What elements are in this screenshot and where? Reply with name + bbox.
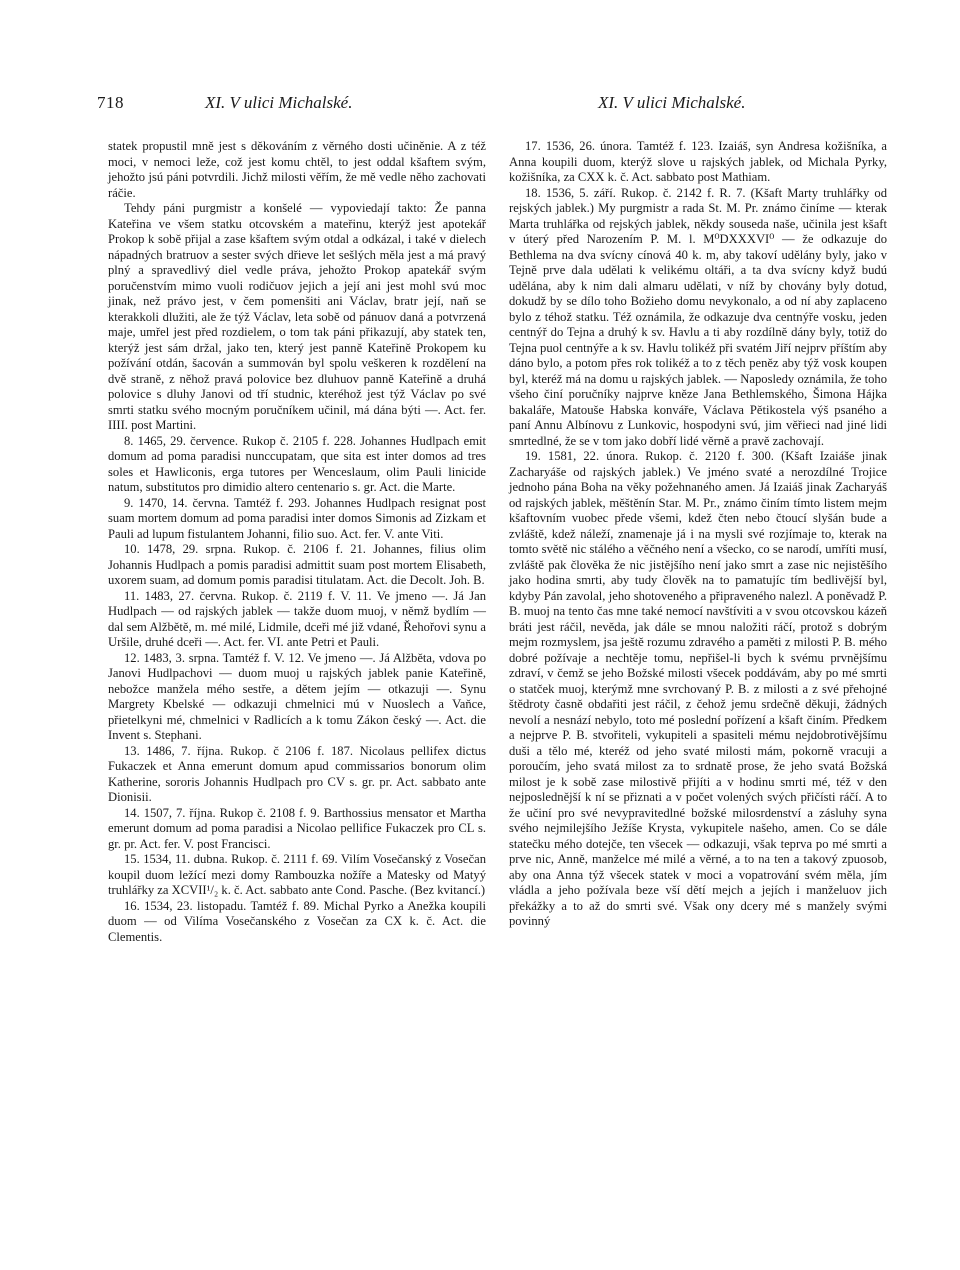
paragraph: statek propustil mně jest s děkováním z věrného dosti učiněnie. A z též moci, v nemoci leže, což jest komu chtěl, to jest oddal kšaftem svým, jehožto jsú páni potvrdili. Jichž milosti věřím, že mě vedle něho zachovati ráčie. (108, 139, 486, 200)
record-entry-17: 17. 1536, 26. února. Tamtéž f. 123. Izaiáš, syn Andresa kožišníka, a Anna koupili duom, kterýž slove u rajských jablek, od Michala Pyrky, kožišníka, za CXX k. č. Act. sabbato post Mathiam. (509, 139, 887, 184)
record-entry-15: 15. 1534, 11. dubna. Rukop. č. 2111 f. 69. Vilím Vosečanský z Vosečan koupil duom ležící mezi domy Rambouzka nožíře a Matesky od Matyý truhlářky za XCVII¹/₂ k. č. Act. sabbato ante Cond. Pasche. (Bez kvitancí.) (108, 852, 486, 897)
running-head-left: XI. V ulici Michalské. (205, 93, 353, 112)
record-entry-10: 10. 1478, 29. srpna. Rukop. č. 2106 f. 21. Johannes, filius olim Johannis Hudlpach a pomis paradisi admittit suam post mortem Elisabeth, uxorem suam, ad domum pomis paradisi titulatam. Act. die Decolt. Joh. B. (108, 542, 486, 587)
record-entry-16: 16. 1534, 23. listopadu. Tamtéž f. 89. Michal Pyrko a Anežka koupili duom — od Vilíma Vosečanského z Vosečan za CX k. č. Act. die Clementis. (108, 898, 486, 944)
paragraph: Tehdy páni purgmistr a konšelé — vypoviedají takto: Že panna Kateřina ve všem statku otcovském a mateřinu, kterýž jest apotekář Prokop k sobě přijal a zase kšaftem svým otdal a odkázal, i také v dielech nápadných bratruov a sester svých dřieve let sešlých měla jest a má pravý plný a spravedlivý diel vedle práva, jehožto Prokop apatekář svým poručenstvím mimo vuoli rodičuov jejich a její ani jest mohl svú moc jinak, než právo jest, v čem pomenšiti ani Václav, bratr její, naň se kterakkoli dlužiti, ale že týž Václav, leta sobě od pánuov daná a potvrzená maje, umřel jest před rozdielem, o tom tak páni přikazují, aby statek ten, kterýž jest sám držal, jako ten, který jest panně Kateřině Prokopem ku požívání otdán, šacován a summován byl spolu veškeren k rozdělení na dvě straně, z něhož pravá polovice bez dluhuov panně Kateřině a druhá polovice s dluhy Janovi od tří studnic, kteréhož jest týž Václav po své smrti statku svého mocným poručníkem učinil, má dána býti —. Act. fer. IIII. post Martini. (108, 201, 486, 432)
record-entry-12: 12. 1483, 3. srpna. Tamtéž f. V. 12. Ve jmeno —. Já Alžběta, vdova po Janovi Hudlpachovi — duom muoj u rajských jablek panie Kateřině, nebožce manžela mého sestře, a dětem jejím — otkazuji —. Synu Margrety Kbelské — odkazuji chmelnici mú v Nuoslech a Vaňce, přietelkyni mé, chmelnici v Radlicích a k tomu Zákon český —. Act. die Invent s. Stephani. (108, 650, 486, 742)
right-column (509, 139, 887, 930)
record-entry-19: 19. 1581, 22. února. Rukop. č. 2120 f. 300. (Kšaft Izaiáše jinak Zacharyáše od rajských jablek.) Ve jméno svaté a nerozdílné Trojice jednoho pána Boha na věky požehnaného amen. Já Izaiáš jinak Zacharyáš od rajských jablek, měštěnín Star. M. Pr., známo činím tímto listem mejm kšaftovním vuobec přede všemi, kdež čten nebo čtoucí slyšán bude a zvláště, kdež náleží, znamenaje já i na mysli své rozjímaje to, kterak na tomto světě nic stálého a věčného není a všecko, co se narodí, umříti musí, zvláště pak člověka že nic jistějšího není jako smrt a zase nic nejistěšího jako hodina smrti, aby tudy člověk na to pamatujíc tím bedlivější byl, kdyby Pán zavolal, jeho shotoveného a připraveného nalezl. A poněvadž P. B. muoj na tento čas mne také nemocí navštíviti a v svou otcovskou kázeň bráti jest ráčil, nevěda, jak dále se mnou naložiti ráčí, protož s dobrým mejm rozmyslem, jsa ještě rozumu zdravého a paměti z milosti P. B. mého dobré požívaje a nechtěje tomu, nepřišel-li bych k svému prvnějšímu zdraví, v čemž se jeho Božské milosti všecek poddávám, aby po mé smrti o statček muoj, kterýmž mne svrchovaný P. B. z milosti a z své přehojné štědroty časně obdařiti jest ráčil, z čehož jemu srdečně děkuji, žádných nevolí a nesnází nebylo, toto mé poslední pořízení a kšaft činím. Předkem a nejprve P. B. stvořiteli, vykupiteli a spasiteli mému nejdobrotivějšímu duši a tělo mé, kteréž od jeho svaté milosti mám, pokorně vracuji a poroučím, jeho svatá milost za to srdnatě prose, že jeho svatá Božská milost je k sobě zase milostivě přijíti a v hodinu smrti mé, též v den nejposlednější k ní se přiznati a v počet volených svých přičísti ráčí. A to že učiní pro své nevypravitedlné božské milosrdenství a zásluhy syna svého nejmilejšího Ježíše Krysta, vykupitele našeho, amen. Co se dále statečku mého dotejče, ten všecek — odkazuji, však teprva po mé smrti a prve nic, Anně, manželce mé milé a věrné, a to na ten a takový zpuosob, aby ona Anna týž všecek statek v moci a vopatrování svém měla, jím vládla a jeho požívala beze vší dětí mejch a jejích i manželuov jich překážky a to až do smrti své. Však ony dcery mé s manžely svými povinný (509, 449, 887, 928)
record-entry-13: 13. 1486, 7. října. Rukop. č 2106 f. 187. Nicolaus pellifex dictus Fukaczek et Anna emerunt domum apud commissarios bonorum olim Katherine, sororis Johannis Hudlpach pro CV s. gr. pr. Act. sabbato ante Dionisii. (108, 743, 486, 804)
left-column (108, 139, 486, 945)
record-entry-8: 8. 1465, 29. července. Rukop č. 2105 f. 228. Johannes Hudlpach emit domum ad poma paradisi nunccupatam, que sita est inter domos ad tres soles et Hawliconis, erga tutores per Wenceslaum, olim Pauli linicide natum, substitutos pro dimidio altero centenario s. gr. Act. die Marte. (108, 433, 486, 494)
record-entry-9: 9. 1470, 14. června. Tamtéž f. 293. Johannes Hudlpach resignat post suam mortem domum ad poma paradisi inter domos Simonis ad Zizkam et Pauli ad lupum fistulantem Johanni, filio suo. Act. fer. V. ante Viti. (108, 495, 486, 541)
page-number: 718 (97, 93, 124, 112)
record-entry-11: 11. 1483, 27. června. Rukop. č. 2119 f. V. 11. Ve jmeno —. Já Jan Hudlpach — od rajských jablek — takže duom muoj, v němž bydlím — dal sem Alžbětě, m. mé milé, Lidmile, dceři mé již vdané, Řehořovi synu a Uršile, druhé dceři —. Act. fer. VI. ante Petri et Pauli. (108, 588, 486, 649)
record-entry-18: 18. 1536, 5. září. Rukop. č. 2142 f. R. 7. (Kšaft Marty truhlářky od rejských jablek.) My purgmistr a rada St. M. Pr. známo činíme — kterak Marta truhlářka od rejských jablek, někdy souseda naše, učinila jest kšaft v úterý před Narozením P. M. l. M⁰DXXXVI⁰ — že odkazuje do Bethlema na dva svícny cínová 40 k. m, aby takoví udělány byly, jako v Tejně prve dala udělati k velikému oltáři, a ta dva svícny když budú udělána, aby k nim dali almaru udělati, v níž by chovány byly dotud, dokudž by se dílo toho Božieho domu nevykonalo, a od ní aby zaplaceno bylo z téhož statku. Též oznámila, že odkazuje dva centnýře vosku, jeden centnýř do Tejna a druhý k sv. Havlu a ti aby rozdílně dány byly, totiž do Tejna puol centnýře a k sv. Havlu tolikéž při svatém Jiří nejprv příštím aby dáno bylo, a potom přes rok tolikéž a to z těch peněz aby týž vosk koupen byl, kteréž má na domu u rajských jablek. — Naposledy oznámila, že toho všeho činí poručníky najprve kněze Jana Bethlemského, Šimona Hájka bakaláře, Matouše Habska konváře, Václava Pětikostela výš psaného a paní Annu Albínovu z Lunkovic, hospodyni svú, jim věřieci nad jiné lidi smrtedlné, že se v tom jako dobří lidé věrně a pravě zachovají. (509, 185, 887, 448)
record-entry-14: 14. 1507, 7. října. Rukop č. 2108 f. 9. Barthossius mensator et Martha emerunt domum ad poma paradisi a Nicolao pellifice Fukaczek pro CL s. gr. pr. Act. fer. V. post Francisci. (108, 805, 486, 851)
running-head-right: XI. V ulici Michalské. (598, 93, 746, 112)
